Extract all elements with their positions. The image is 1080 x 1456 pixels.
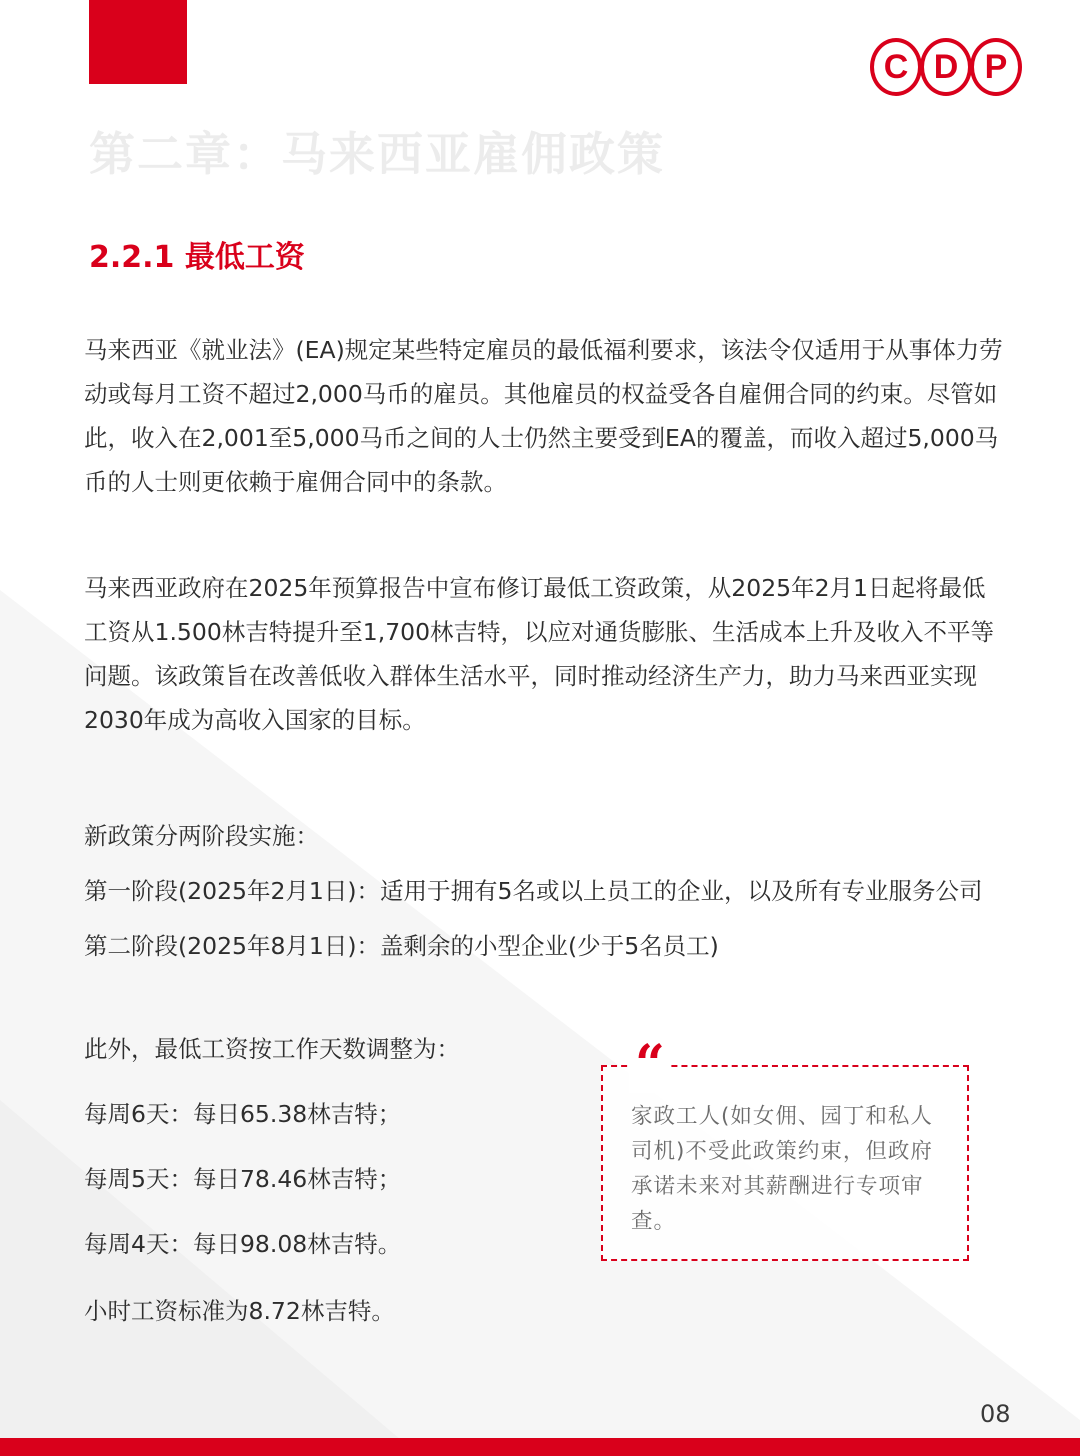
paragraph-minimum-wage-policy: 马来西亚政府在2025年预算报告中宣布修订最低工资政策，从2025年2月1日起将最低工资从1.500林吉特提升至1,700林吉特，以应对通货膨胀、生活成本上升及收入不平等问题。该政策旨在改善低收入群体生活水平，同时推动经济生产力，助力马来西亚实现2030年成为高收入国家的目标。 [84,574,995,734]
hourly-wage: 小时工资标准为8.72林吉特。 [84,1297,395,1325]
logo-letter-c: C [870,38,922,96]
footer-red-bar [0,1438,1080,1456]
cdp-logo [870,38,1026,100]
phases-intro: 新政策分两阶段实施： [84,822,319,850]
section-heading: 2.2.1 最低工资 [89,240,305,275]
page-number: 08 [980,1400,1011,1428]
paragraph-employment-act: 马来西亚《就业法》(EA)规定某些特定雇员的最低福利要求，该法令仅适用于从事体力劳动或每月工资不超过2,000马币的雇员。其他雇员的权益受各自雇佣合同的约束。尽管如此，收入在2,001至5,000马币之间的人士仍然主要受到EA的覆盖，而收入超过5,000马币的人士则更依赖于雇佣合同中的条款。 [84,336,1003,496]
logo-letter-p: P [970,38,1022,96]
phase-two: 第二阶段(2025年8月1日)：盖剩余的小型企业(少于5名员工) [84,932,719,960]
daily-wage-intro: 此外，最低工资按工作天数调整为： [84,1035,460,1063]
quote-mark-icon: “ [629,1037,671,1093]
phase-one: 第一阶段(2025年2月1日)：适用于拥有5名或以上员工的企业，以及所有专业服务公司 [84,877,983,905]
logo-letter-d: D [920,38,972,96]
wage-five-days: 每周5天：每日78.46林吉特； [84,1165,402,1193]
wage-six-days: 每周6天：每日65.38林吉特； [84,1100,402,1128]
quote-text: 家政工人(如女佣、园丁和私人司机)不受此政策约束，但政府承诺未来对其薪酬进行专项审查。 [631,1104,933,1234]
wage-four-days: 每周4天：每日98.08林吉特。 [84,1230,402,1258]
corner-red-block [89,0,187,84]
chapter-title: 第二章：马来西亚雇佣政策 [89,127,665,181]
quote-callout [601,1034,969,1261]
